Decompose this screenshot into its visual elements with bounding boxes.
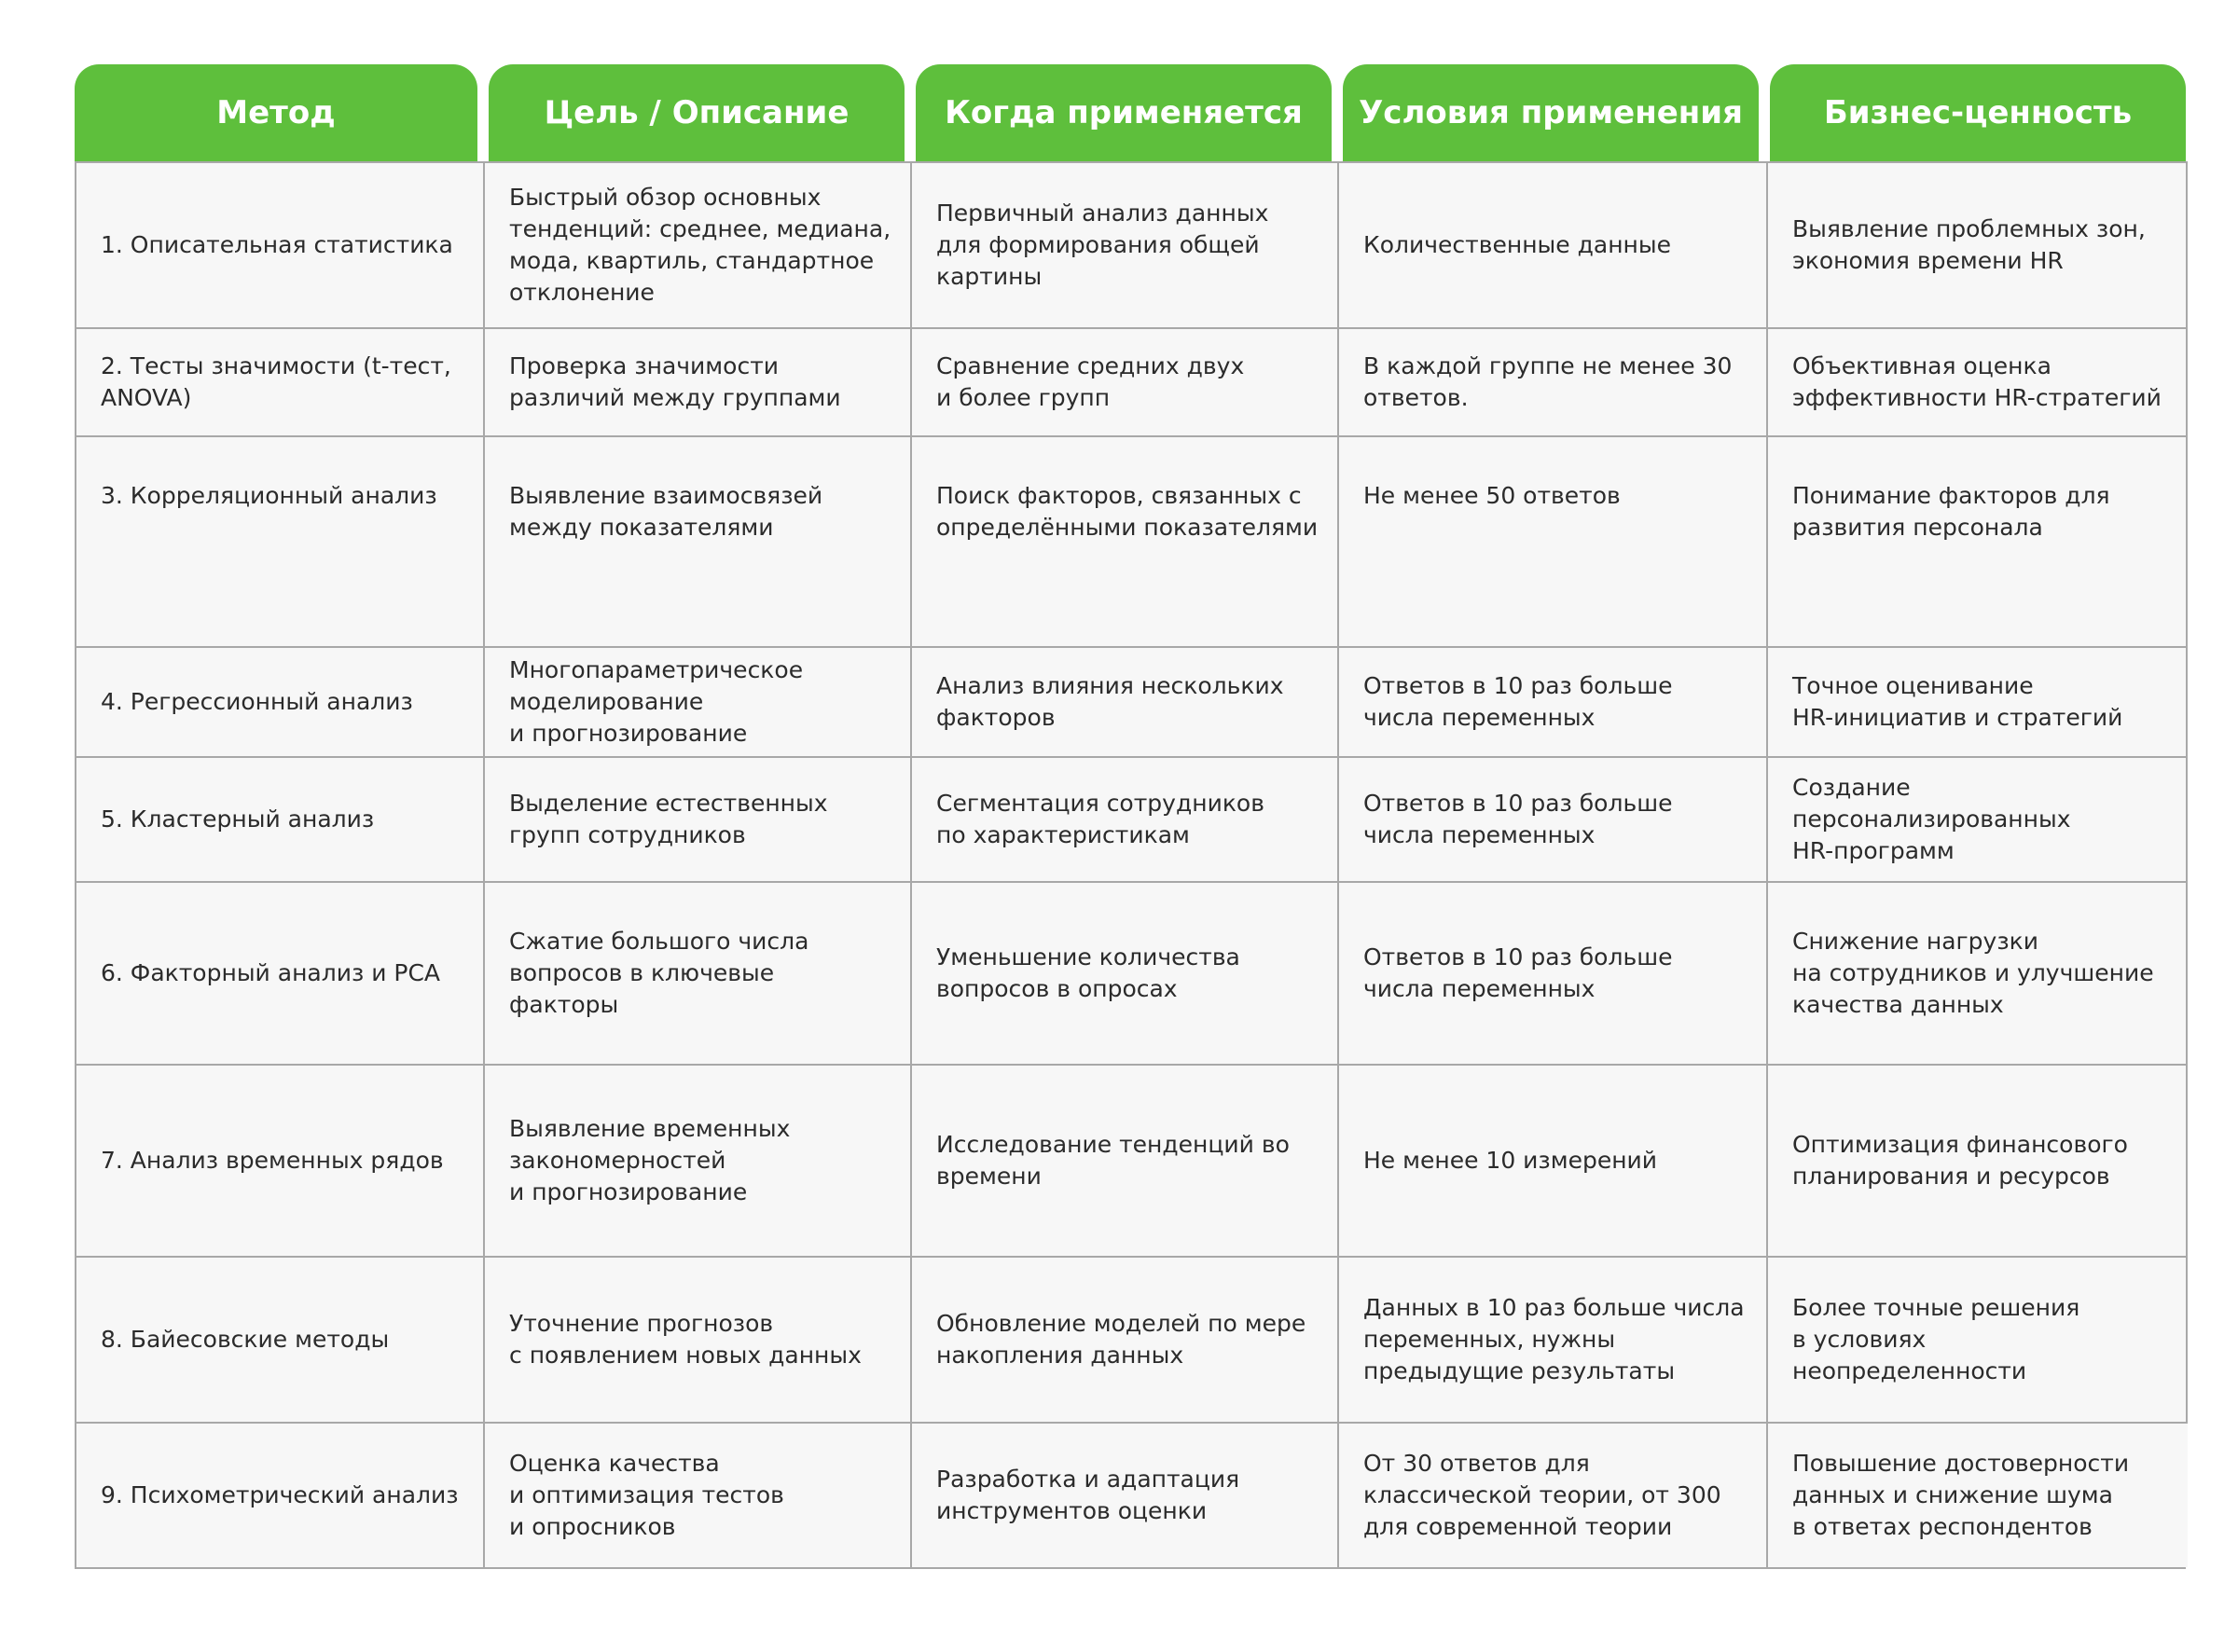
method-cell: 9. Психометрический анализ [76, 1422, 485, 1567]
conditions-cell: Ответов в 10 раз больше числа переменных [1339, 881, 1768, 1064]
method-cell: 6. Факторный анализ и PCA [76, 881, 485, 1064]
when-cell: Сравнение средних двух и более групп [912, 327, 1339, 435]
goal-cell: Многопараметрическое моделирование и прогнозирование [485, 646, 912, 756]
goal-cell: Быстрый обзор основных тенденций: среднее, медиана, мода, квартиль, стандартное отклонение [485, 161, 912, 327]
goal-cell: Выявление временных закономерностей и прогнозирование [485, 1064, 912, 1256]
goal-cell: Сжатие большого числа вопросов в ключевые факторы [485, 881, 912, 1064]
method-cell: 5. Кластерный анализ [76, 756, 485, 881]
method-cell: 8. Байесовские методы [76, 1256, 485, 1422]
goal-cell: Уточнение прогнозов с появлением новых данных [485, 1256, 912, 1422]
conditions-cell: Количественные данные [1339, 161, 1768, 327]
header-conditions: Условия применения [1343, 64, 1759, 161]
when-cell: Поиск факторов, связанных с определёнными показателями [912, 435, 1339, 646]
value-cell: Повышение достоверности данных и снижение шума в ответах респондентов [1768, 1422, 2188, 1567]
methods-table [75, 64, 2186, 1569]
header-method: Метод [75, 64, 477, 161]
conditions-cell: Не менее 10 измерений [1339, 1064, 1768, 1256]
header-value: Бизнес-ценность [1770, 64, 2186, 161]
method-cell: 3. Корреляционный анализ [76, 435, 485, 646]
goal-cell: Проверка значимости различий между группами [485, 327, 912, 435]
value-cell: Выявление проблемных зон, экономия времени HR [1768, 161, 2188, 327]
conditions-cell: Не менее 50 ответов [1339, 435, 1768, 646]
when-cell: Анализ влияния нескольких факторов [912, 646, 1339, 756]
method-cell: 7. Анализ временных рядов [76, 1064, 485, 1256]
value-cell: Понимание факторов для развития персонала [1768, 435, 2188, 646]
conditions-cell: В каждой группе не менее 30 ответов. [1339, 327, 1768, 435]
when-cell: Разработка и адаптация инструментов оценки [912, 1422, 1339, 1567]
method-cell: 1. Описательная статистика [76, 161, 485, 327]
value-cell: Снижение нагрузки на сотрудников и улучшение качества данных [1768, 881, 2188, 1064]
goal-cell: Оценка качества и оптимизация тестов и опросников [485, 1422, 912, 1567]
when-cell: Обновление моделей по мере накопления данных [912, 1256, 1339, 1422]
when-cell: Уменьшение количества вопросов в опросах [912, 881, 1339, 1064]
goal-cell: Выявление взаимосвязей между показателями [485, 435, 912, 646]
value-cell: Создание персонализированных HR-программ [1768, 756, 2188, 881]
conditions-cell: Ответов в 10 раз больше числа переменных [1339, 756, 1768, 881]
when-cell: Сегментация сотрудников по характеристикам [912, 756, 1339, 881]
goal-cell: Выделение естественных групп сотрудников [485, 756, 912, 881]
conditions-cell: Ответов в 10 раз больше числа переменных [1339, 646, 1768, 756]
table-body [75, 161, 2186, 1569]
method-cell: 4. Регрессионный анализ [76, 646, 485, 756]
value-cell: Оптимизация финансового планирования и ресурсов [1768, 1064, 2188, 1256]
table-header [75, 64, 2186, 161]
value-cell: Точное оценивание HR-инициатив и стратегий [1768, 646, 2188, 756]
value-cell: Объективная оценка эффективности HR-стратегий [1768, 327, 2188, 435]
header-goal: Цель / Описание [489, 64, 905, 161]
value-cell: Более точные решения в условиях неопределенности [1768, 1256, 2188, 1422]
when-cell: Первичный анализ данных для формирования общей картины [912, 161, 1339, 327]
header-when: Когда применяется [916, 64, 1332, 161]
conditions-cell: От 30 ответов для классической теории, от 300 для современной теории [1339, 1422, 1768, 1567]
when-cell: Исследование тенденций во времени [912, 1064, 1339, 1256]
method-cell: 2. Тесты значимости (t-тест, ANOVA) [76, 327, 485, 435]
conditions-cell: Данных в 10 раз больше числа переменных, нужны предыдущие результаты [1339, 1256, 1768, 1422]
